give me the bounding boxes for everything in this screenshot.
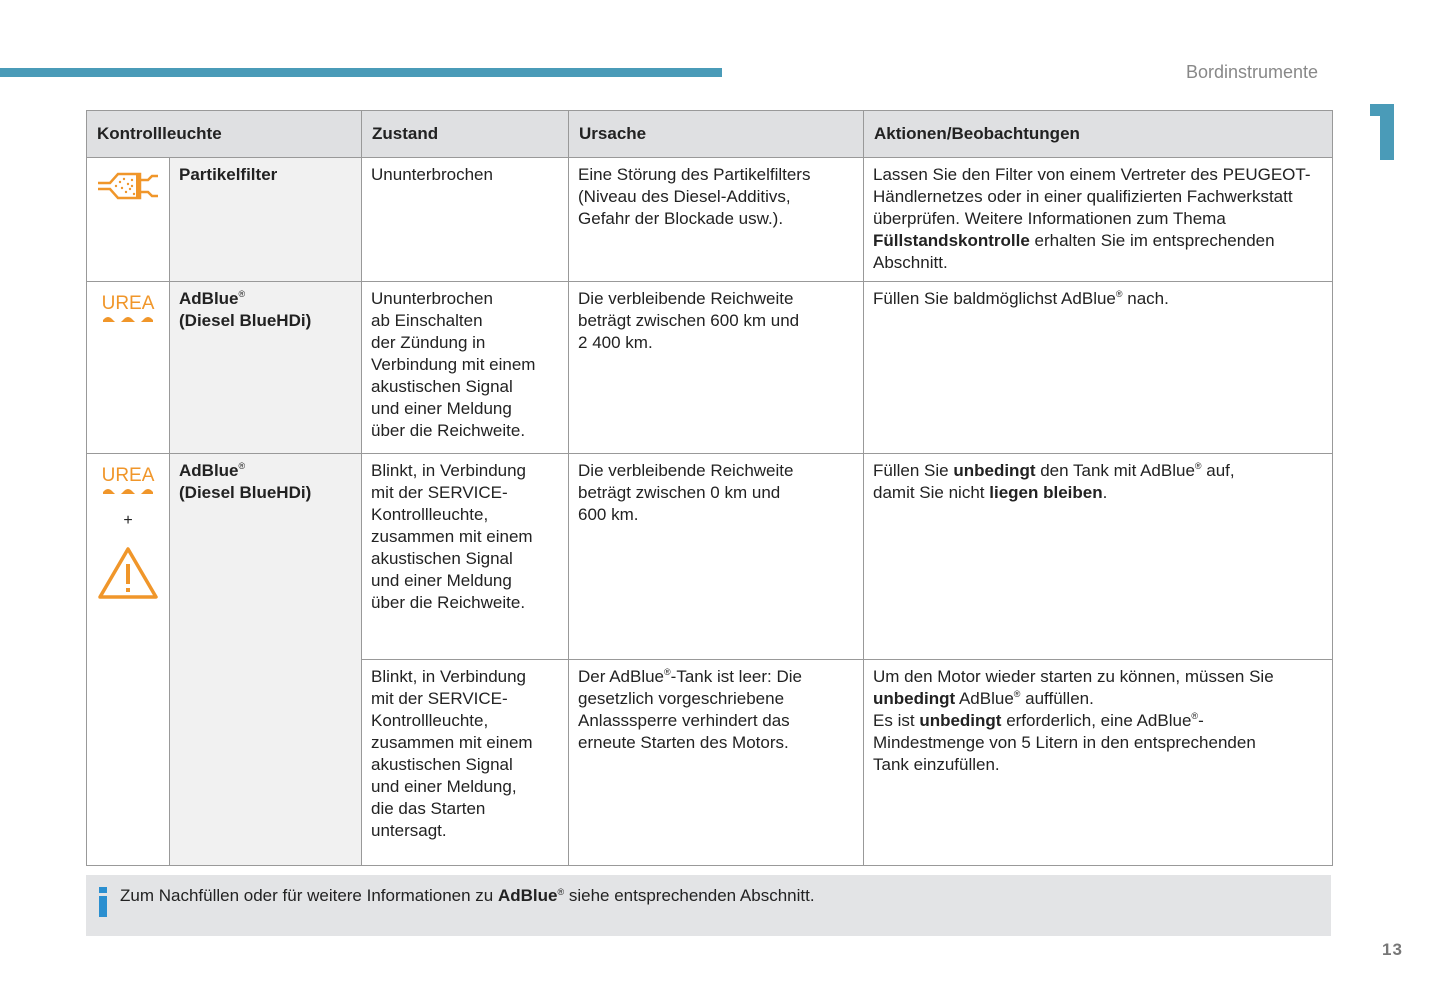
- text: - Mindestmenge von 5 Litern in den entsprechenden Tank einzufüllen.: [873, 711, 1256, 774]
- text: (Diesel BlueHDi): [179, 311, 312, 330]
- ursache-cell: [569, 660, 864, 866]
- chapter-number: [1370, 104, 1394, 160]
- text: den Tank mit AdBlue: [1035, 461, 1195, 480]
- registered-mark: ®: [1194, 461, 1202, 471]
- warning-lights-table: [86, 110, 1333, 866]
- warning-triangle-icon: [97, 546, 159, 600]
- aktion-cell: [864, 454, 1333, 660]
- bold-text: Füllstandskontrolle: [873, 231, 1030, 250]
- aktion-cell: [864, 158, 1333, 282]
- text: (Diesel BlueHDi): [179, 483, 312, 502]
- header-accent-bar: [0, 68, 722, 77]
- warning-light-label: [170, 282, 362, 454]
- zustand-cell: Blinkt, in Verbindung mit der SERVICE- Kontrollleuchte, zusammen mit einem akustischen Signal und einer Meldung über die Reichweite.: [362, 454, 569, 660]
- aktion-cell: [864, 282, 1333, 454]
- text: auf, damit Sie nicht: [873, 461, 1235, 502]
- text: Um den Motor wieder starten zu können, müssen Sie: [873, 667, 1274, 686]
- text: AdBlue: [179, 289, 239, 308]
- text: Füllen Sie baldmöglichst AdBlue: [873, 289, 1116, 308]
- text: Zum Nachfüllen oder für weitere Informationen zu: [120, 886, 498, 905]
- warning-light-cell: [87, 282, 170, 454]
- registered-mark: ®: [1115, 289, 1123, 299]
- urea-icon: [87, 466, 169, 494]
- text: AdBlue: [955, 689, 1014, 708]
- urea-icon-text: UREA: [101, 293, 155, 314]
- text: erhalten Sie im entsprechenden Abschnitt.: [873, 231, 1275, 272]
- registered-mark: ®: [664, 667, 671, 677]
- text: -Tank ist leer: Die gesetzlich vorgeschriebene Anlasssperre verhindert das erneute Starten des Motors.: [578, 667, 802, 752]
- ursache-cell: Die verbleibende Reichweite beträgt zwischen 0 km und 600 km.: [569, 454, 864, 660]
- bold-text: unbedingt: [953, 461, 1036, 480]
- aktion-cell: [864, 660, 1333, 866]
- table-row: [87, 158, 1333, 282]
- col-header: Zustand: [362, 111, 569, 158]
- warning-light-label: Partikelfilter: [170, 158, 362, 282]
- table-row: [87, 454, 1333, 660]
- table-row: [87, 282, 1333, 454]
- text: AdBlue: [179, 461, 239, 480]
- zustand-cell: Blinkt, in Verbindung mit der SERVICE- Kontrollleuchte, zusammen mit einem akustischen Signal und einer Meldung, die das Starten untersagt.: [362, 660, 569, 866]
- table-header: [87, 111, 1333, 158]
- text: nach.: [1122, 289, 1169, 308]
- text: siehe entsprechenden Abschnitt.: [564, 886, 815, 905]
- info-note-text: [120, 886, 815, 906]
- bold-text: AdBlue: [497, 886, 558, 905]
- particle-filter-icon: [96, 170, 160, 202]
- text: Lassen Sie den Filter von einem Vertreter des PEUGEOT-Händlernetzes oder in einer qualifizierten Fachwerkstatt überprüfen. Weitere Informationen zum Thema: [873, 165, 1311, 228]
- plus-sign: +: [123, 512, 133, 529]
- col-header: Ursache: [569, 111, 864, 158]
- col-header: Kontrollleuchte: [87, 111, 362, 158]
- ursache-cell: Eine Störung des Partikelfilters (Niveau des Diesel-Additivs, Gefahr der Blockade usw.).: [569, 158, 864, 282]
- text: .: [1102, 483, 1108, 502]
- zustand-cell: Ununterbrochen: [362, 158, 569, 282]
- registered-mark: ®: [238, 289, 246, 299]
- urea-icon: [87, 294, 169, 322]
- text: erforderlich, eine AdBlue: [1001, 711, 1192, 730]
- warning-light-cell: [87, 158, 170, 282]
- registered-mark: ®: [238, 461, 246, 471]
- ursache-cell: Die verbleibende Reichweite beträgt zwischen 600 km und 2 400 km.: [569, 282, 864, 454]
- warning-light-label: [170, 454, 362, 866]
- info-icon: [98, 887, 108, 917]
- info-note: [86, 875, 1331, 936]
- text: Der AdBlue: [578, 667, 665, 686]
- registered-mark: ®: [1013, 689, 1021, 699]
- text: Füllen Sie: [873, 461, 954, 480]
- section-title: Bordinstrumente: [1186, 62, 1319, 82]
- registered-mark: ®: [557, 887, 565, 897]
- registered-mark: ®: [1191, 711, 1199, 721]
- bold-text: unbedingt: [873, 689, 956, 708]
- text: auffüllen. Es ist: [873, 689, 1094, 730]
- zustand-cell: Ununterbrochen ab Einschalten der Zündung in Verbindung mit einem akustischen Signal und einer Meldung über die Reichweite.: [362, 282, 569, 454]
- col-header: Aktionen/Beobachtungen: [864, 111, 1333, 158]
- page-number: 13: [1382, 940, 1403, 959]
- urea-icon-text: UREA: [101, 465, 155, 486]
- warning-light-cell: [87, 454, 170, 866]
- bold-text: unbedingt: [919, 711, 1002, 730]
- bold-text: liegen bleiben: [989, 483, 1103, 502]
